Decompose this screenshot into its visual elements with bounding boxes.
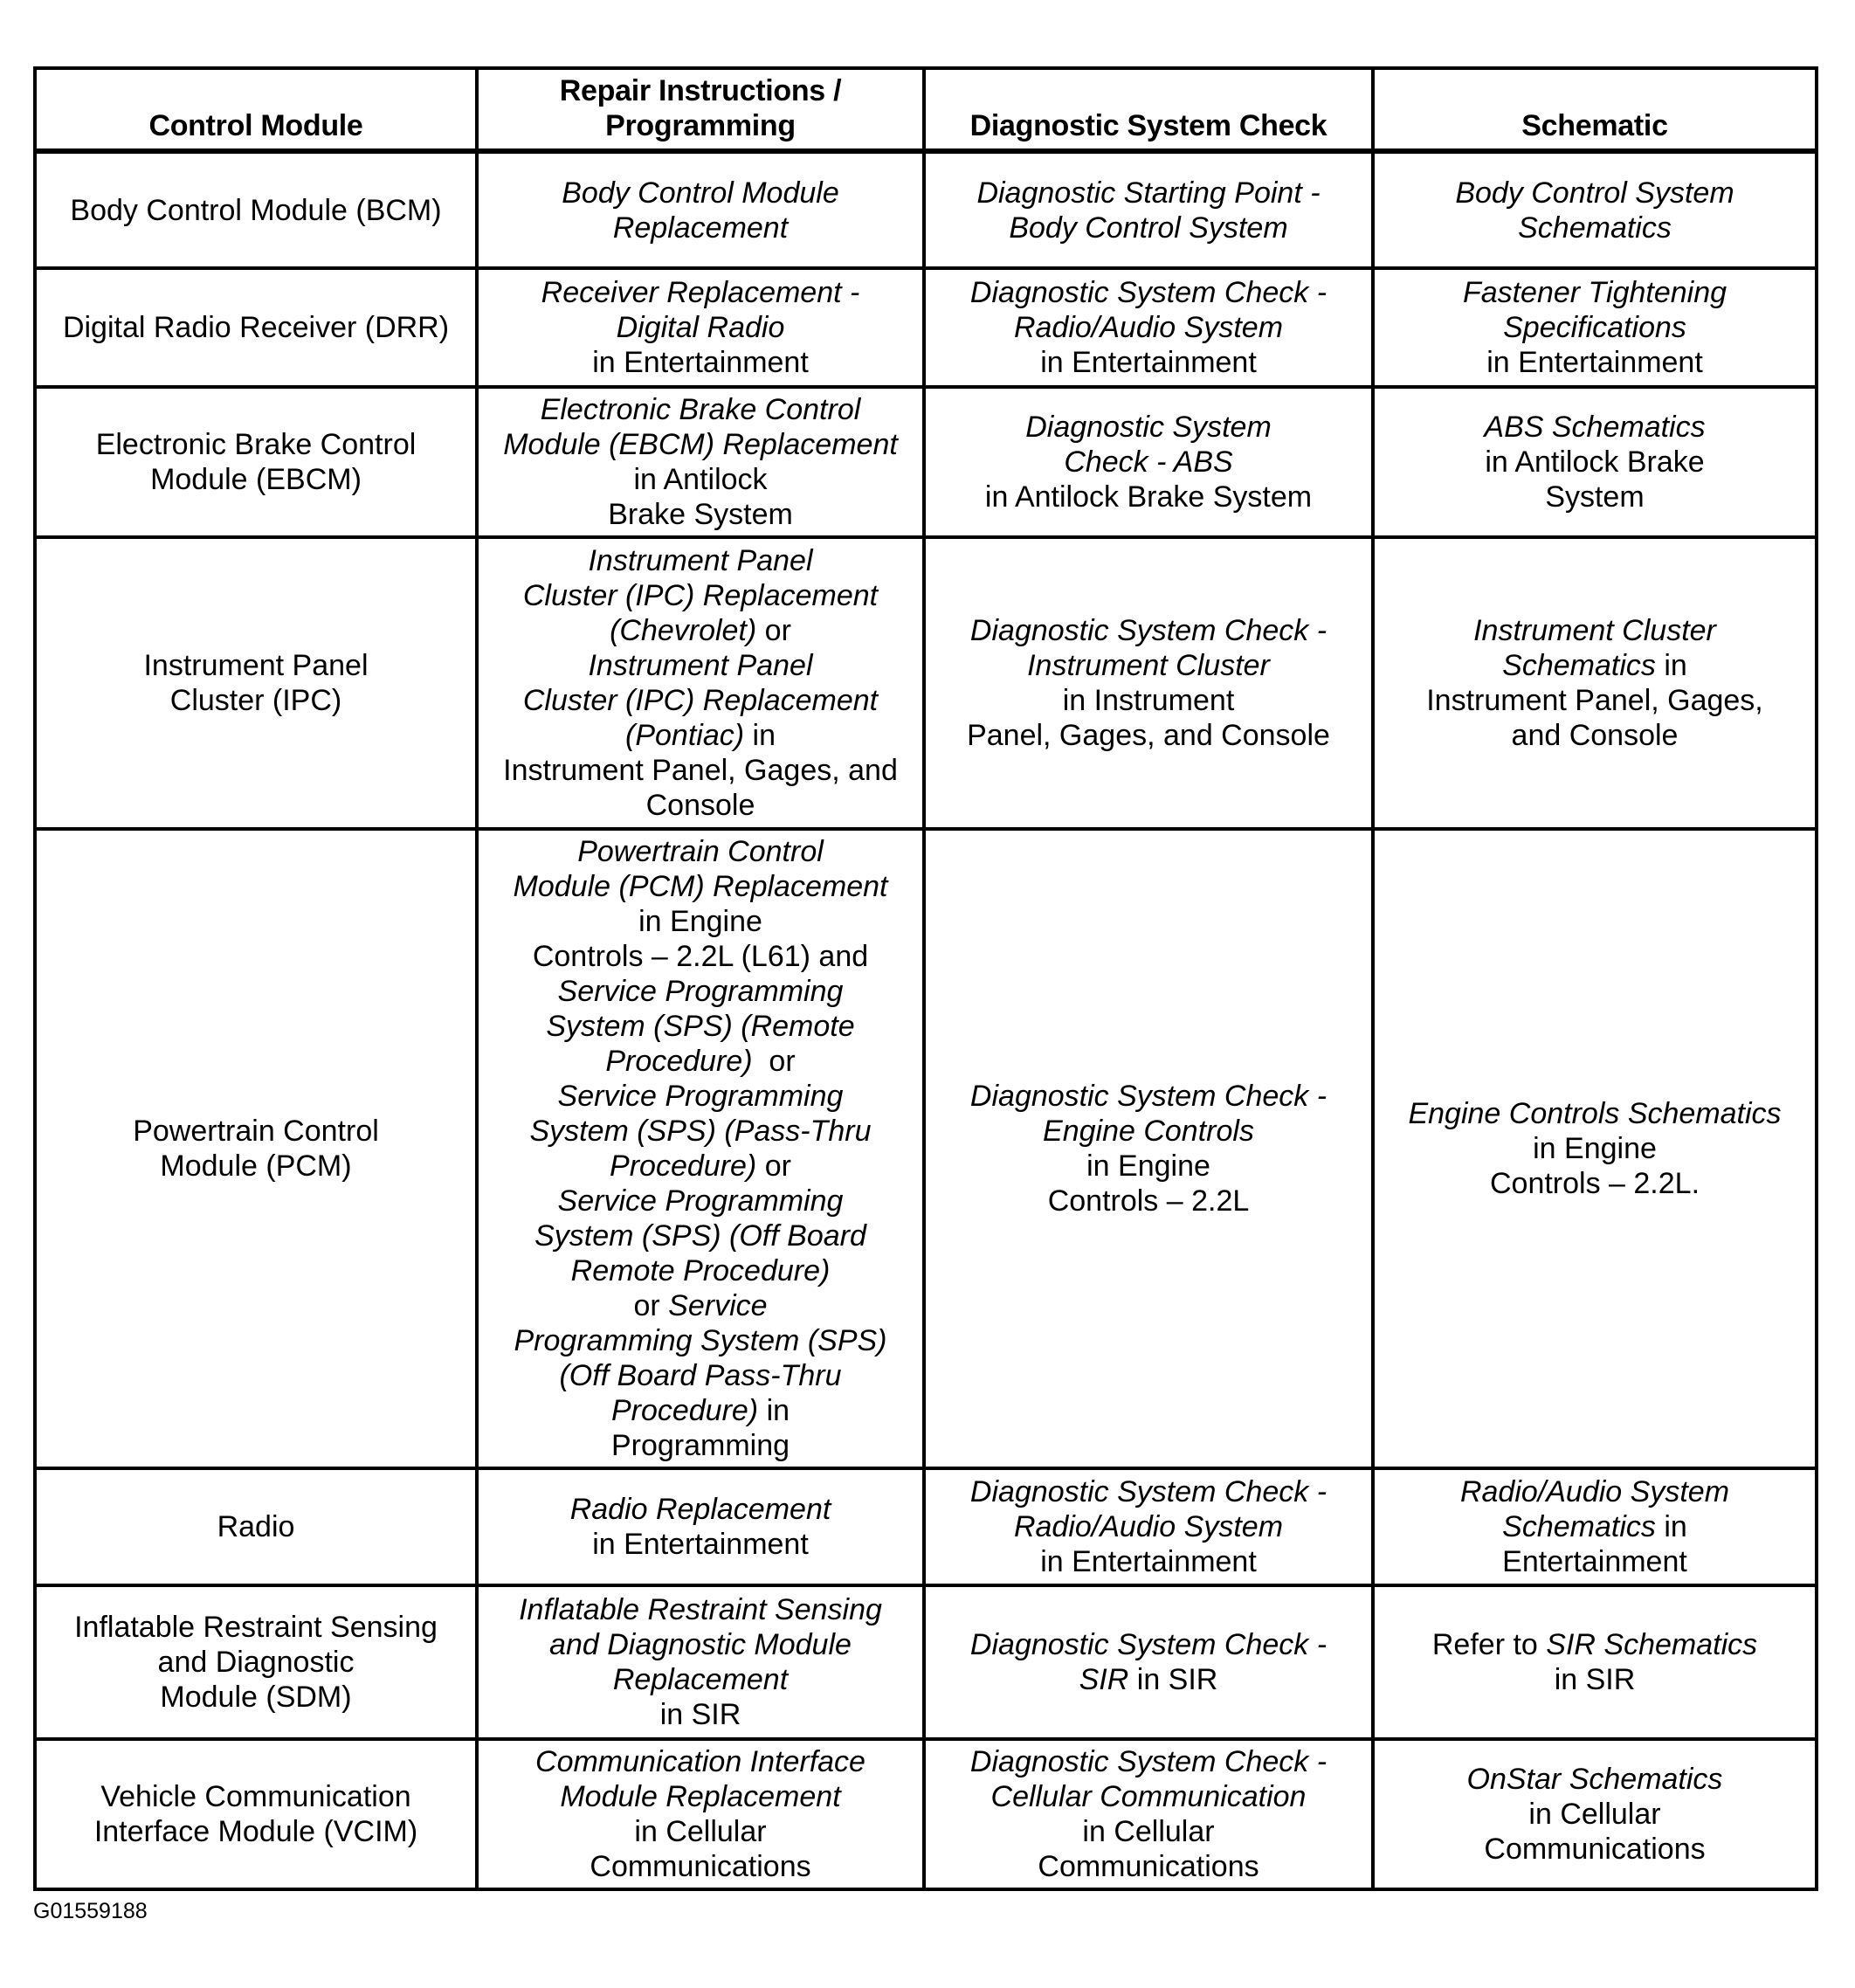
cell-diagnostic-check — [924, 1739, 1373, 1889]
cell-line — [934, 1509, 1362, 1544]
cell-control-module — [35, 1739, 477, 1889]
cell-line — [487, 310, 914, 345]
cell-line — [1383, 1797, 1806, 1832]
italic-reference-text: Procedure) — [605, 1045, 753, 1078]
cell-schematic — [1373, 1739, 1817, 1889]
plain-text: in Instrument — [1062, 684, 1235, 717]
plain-text: Controls – 2.2L. — [1489, 1167, 1700, 1200]
cell-line — [487, 578, 914, 613]
italic-reference-text: Diagnostic System Check - — [969, 1628, 1327, 1661]
italic-reference-text: Procedure) — [610, 1394, 759, 1427]
cell-line — [487, 1114, 914, 1149]
cell-diagnostic-check — [924, 1468, 1373, 1585]
italic-reference-text: SIR Schematics — [1546, 1628, 1758, 1661]
italic-reference-text: Replacement — [612, 1663, 789, 1696]
cell-line — [934, 1184, 1362, 1218]
cell-schematic — [1373, 1585, 1817, 1739]
cell-schematic — [1373, 151, 1817, 268]
plain-text: in Cellular — [634, 1815, 767, 1848]
cell-line — [934, 1662, 1362, 1697]
plain-text: in — [758, 1394, 790, 1427]
cell-line: Body Control Module (BCM) — [70, 193, 442, 227]
plain-text: Communications — [1038, 1850, 1259, 1883]
italic-reference-text: Schematics — [1502, 649, 1656, 682]
italic-reference-text: Engine Controls Schematics — [1408, 1097, 1782, 1130]
cell-line — [487, 176, 914, 211]
italic-reference-text: (Chevrolet) — [610, 614, 757, 647]
plain-text: in Entertainment — [1486, 346, 1703, 379]
cell-line — [487, 1149, 914, 1184]
italic-reference-text: Cluster (IPC) Replacement — [522, 684, 879, 717]
plain-text: in Engine — [1086, 1149, 1210, 1183]
plain-text: in — [1655, 649, 1687, 682]
italic-reference-text: Service Programming — [557, 1080, 844, 1113]
cell-line — [934, 480, 1362, 514]
plain-text: Communications — [1484, 1833, 1706, 1866]
italic-reference-text: Cellular Communication — [990, 1780, 1307, 1813]
italic-reference-text: Instrument Cluster — [1027, 649, 1270, 682]
cell-line — [934, 648, 1362, 683]
cell-line — [487, 1393, 914, 1428]
cell-line — [1383, 310, 1806, 345]
control-module-table — [33, 66, 1818, 1891]
cell-line — [1383, 1627, 1806, 1662]
italic-reference-text: Powertrain Control — [577, 835, 824, 868]
italic-reference-text: Schematics — [1518, 211, 1672, 245]
plain-text: or — [752, 1045, 796, 1078]
italic-reference-text: Programming System (SPS) — [514, 1324, 887, 1357]
plain-text: Console — [645, 789, 755, 822]
cell-line — [487, 1492, 914, 1527]
cell-control-module — [35, 829, 477, 1468]
italic-reference-text: Instrument Cluster — [1473, 614, 1716, 647]
cell-repair-instructions — [477, 268, 924, 387]
plain-text: in — [1655, 1510, 1687, 1543]
plain-text: Brake System — [608, 498, 793, 531]
cell-line — [934, 1474, 1362, 1509]
cell-line — [934, 1744, 1362, 1779]
cell-line: Instrument Panel — [143, 649, 369, 682]
italic-reference-text: Cluster (IPC) Replacement — [522, 579, 879, 612]
italic-reference-text: Electronic Brake Control — [540, 393, 861, 426]
cell-line — [487, 613, 914, 648]
plain-text: or — [756, 1149, 791, 1183]
cell-line — [934, 1544, 1362, 1579]
plain-text: in Antilock — [633, 463, 768, 496]
cell-line — [487, 1527, 914, 1562]
cell-line — [487, 1744, 914, 1779]
table-row — [35, 1585, 1817, 1739]
cell-line — [934, 1814, 1362, 1849]
cell-line — [934, 683, 1362, 718]
cell-line — [487, 753, 914, 788]
italic-reference-text: Remote Procedure) — [570, 1254, 831, 1287]
cell-line — [934, 1079, 1362, 1114]
italic-reference-text: Radio Replacement — [569, 1493, 831, 1526]
italic-reference-text: Radio/Audio System — [1013, 1510, 1284, 1543]
italic-reference-text: Service — [668, 1289, 768, 1322]
plain-text: in Engine — [638, 905, 762, 938]
cell-line: Module (PCM) — [160, 1149, 352, 1183]
cell-line — [934, 1114, 1362, 1149]
italic-reference-text: Body Control System — [1455, 176, 1734, 210]
italic-reference-text: and Diagnostic Module — [549, 1628, 852, 1661]
header-schematic: Schematic — [1373, 68, 1817, 151]
cell-line — [487, 1218, 914, 1253]
plain-text: in Entertainment — [592, 1528, 809, 1561]
cell-line — [934, 345, 1362, 380]
cell-line — [487, 1288, 914, 1323]
cell-line — [487, 1849, 914, 1884]
cell-line — [1383, 1832, 1806, 1867]
plain-text: Controls – 2.2L (L61) and — [532, 940, 869, 973]
cell-line: Inflatable Restraint Sensing — [74, 1611, 438, 1644]
cell-schematic — [1373, 537, 1817, 829]
italic-reference-text: Diagnostic System — [1025, 411, 1272, 444]
cell-control-module — [35, 268, 477, 387]
cell-line — [487, 718, 914, 753]
cell-line — [934, 1149, 1362, 1184]
cell-line — [934, 445, 1362, 480]
italic-reference-text: Diagnostic System Check - — [969, 276, 1327, 309]
italic-reference-text: Diagnostic System Check - — [969, 614, 1327, 647]
plain-text: in SIR — [1554, 1663, 1636, 1696]
cell-line — [1383, 1131, 1806, 1166]
cell-line: Cluster (IPC) — [169, 684, 342, 717]
cell-line — [1383, 1166, 1806, 1201]
cell-line — [934, 310, 1362, 345]
cell-line — [487, 1184, 914, 1218]
cell-line — [1383, 1762, 1806, 1797]
cell-line — [1383, 613, 1806, 648]
cell-schematic — [1373, 268, 1817, 387]
cell-line — [934, 211, 1362, 245]
plain-text: Communications — [590, 1850, 811, 1883]
cell-line — [487, 1253, 914, 1288]
cell-line — [934, 275, 1362, 310]
italic-reference-text: Module (PCM) Replacement — [513, 870, 888, 903]
cell-line — [1383, 1474, 1806, 1509]
table-row — [35, 1468, 1817, 1585]
plain-text: Entertainment — [1502, 1545, 1687, 1578]
cell-line — [487, 275, 914, 310]
italic-reference-text: Replacement — [612, 211, 789, 245]
table-row — [35, 537, 1817, 829]
italic-reference-text: System (SPS) (Remote — [546, 1010, 855, 1043]
cell-line — [487, 1079, 914, 1114]
cell-line — [487, 543, 914, 578]
italic-reference-text: Diagnostic System Check - — [969, 1080, 1327, 1113]
cell-line — [487, 1814, 914, 1849]
plain-text: Instrument Panel, Gages, and — [503, 754, 898, 787]
cell-line — [487, 1662, 914, 1697]
cell-diagnostic-check — [924, 1585, 1373, 1739]
plain-text: Panel, Gages, and Console — [967, 719, 1330, 752]
italic-reference-text: Receiver Replacement - — [541, 276, 860, 309]
italic-reference-text: Module Replacement — [560, 1780, 841, 1813]
cell-line — [934, 1779, 1362, 1814]
cell-line — [487, 939, 914, 974]
plain-text: or — [756, 614, 791, 647]
plain-text: and Console — [1511, 719, 1679, 752]
italic-reference-text: Digital Radio — [616, 311, 785, 344]
italic-reference-text: (Off Board Pass-Thru — [559, 1359, 842, 1392]
italic-reference-text: System (SPS) (Off Board — [534, 1219, 866, 1253]
cell-diagnostic-check — [924, 268, 1373, 387]
cell-line — [1383, 410, 1806, 445]
italic-reference-text: Body Control Module — [562, 176, 839, 210]
italic-reference-text: Inflatable Restraint Sensing — [519, 1593, 882, 1626]
plain-text: in SIR — [659, 1698, 741, 1731]
cell-line — [487, 974, 914, 1009]
cell-line — [487, 211, 914, 245]
italic-reference-text: Diagnostic System Check - — [969, 1475, 1327, 1508]
cell-line — [1383, 648, 1806, 683]
cell-line — [487, 648, 914, 683]
cell-line — [487, 392, 914, 427]
table-header-row — [35, 68, 1817, 151]
cell-line — [487, 904, 914, 939]
table-row — [35, 829, 1817, 1468]
cell-control-module — [35, 537, 477, 829]
italic-reference-text: Check - ABS — [1064, 445, 1233, 479]
plain-text: or — [633, 1289, 669, 1322]
italic-reference-text: Diagnostic System Check - — [969, 1745, 1327, 1778]
cell-line: Electronic Brake Control — [95, 428, 417, 461]
cell-diagnostic-check — [924, 829, 1373, 1468]
cell-line: Module (EBCM) — [150, 463, 362, 496]
cell-line — [487, 1592, 914, 1627]
italic-reference-text: Module (EBCM) Replacement — [503, 428, 898, 461]
italic-reference-text: Service Programming — [557, 975, 844, 1008]
header-repair-instructions — [477, 68, 924, 151]
plain-text: in Cellular — [1528, 1798, 1661, 1831]
cell-repair-instructions — [477, 151, 924, 268]
cell-line: Powertrain Control — [133, 1115, 379, 1148]
plain-text: in Entertainment — [1040, 1545, 1257, 1578]
italic-reference-text: Communication Interface — [535, 1745, 865, 1778]
cell-line: Digital Radio Receiver (DRR) — [62, 311, 450, 344]
cell-schematic — [1373, 387, 1817, 537]
plain-text: in Antilock Brake System — [984, 480, 1313, 514]
cell-line — [487, 345, 914, 380]
italic-reference-text: Instrument Panel — [588, 649, 813, 682]
cell-line — [487, 1627, 914, 1662]
cell-line — [934, 410, 1362, 445]
cell-line — [487, 1044, 914, 1079]
cell-line: Radio — [217, 1510, 295, 1543]
cell-line — [934, 1849, 1362, 1884]
plain-text: Refer to — [1431, 1628, 1547, 1661]
cell-line — [1383, 480, 1806, 514]
table-row — [35, 387, 1817, 537]
cell-line — [487, 427, 914, 462]
cell-line — [487, 1323, 914, 1358]
italic-reference-text: Radio/Audio System — [1459, 1475, 1730, 1508]
italic-reference-text: Fastener Tightening — [1462, 276, 1727, 309]
plain-text: in SIR — [1128, 1663, 1218, 1696]
cell-line — [1383, 718, 1806, 753]
cell-line: Module (SDM) — [160, 1681, 352, 1714]
cell-line — [1383, 1509, 1806, 1544]
plain-text: Programming — [610, 1429, 790, 1462]
cell-control-module — [35, 1585, 477, 1739]
cell-line — [934, 176, 1362, 211]
plain-text: in Antilock Brake — [1485, 445, 1705, 479]
cell-line — [1383, 275, 1806, 310]
plain-text: in Cellular — [1082, 1815, 1215, 1848]
italic-reference-text: Schematics — [1502, 1510, 1656, 1543]
cell-repair-instructions — [477, 1739, 924, 1889]
plain-text: Instrument Panel, Gages, — [1426, 684, 1763, 717]
cell-line — [487, 788, 914, 823]
italic-reference-text: Instrument Panel — [588, 544, 813, 577]
cell-repair-instructions — [477, 1468, 924, 1585]
cell-line — [487, 1428, 914, 1463]
cell-line — [1383, 445, 1806, 480]
cell-line: and Diagnostic — [157, 1646, 355, 1679]
plain-text: in Entertainment — [592, 346, 809, 379]
cell-line — [1383, 345, 1806, 380]
cell-schematic — [1373, 829, 1817, 1468]
cell-line — [1383, 176, 1806, 211]
cell-line — [1383, 1662, 1806, 1697]
cell-line — [487, 1779, 914, 1814]
cell-diagnostic-check — [924, 537, 1373, 829]
italic-reference-text: Procedure) — [610, 1149, 757, 1183]
cell-repair-instructions — [477, 387, 924, 537]
italic-reference-text: System (SPS) (Pass-Thru — [529, 1115, 872, 1148]
cell-control-module — [35, 1468, 477, 1585]
cell-line — [1383, 683, 1806, 718]
table-row — [35, 268, 1817, 387]
table-row — [35, 1739, 1817, 1889]
plain-text: Controls – 2.2L — [1047, 1184, 1250, 1218]
cell-line — [487, 462, 914, 497]
cell-repair-instructions — [477, 1585, 924, 1739]
plain-text: System — [1545, 480, 1645, 514]
cell-line — [487, 683, 914, 718]
cell-repair-instructions — [477, 829, 924, 1468]
cell-line — [487, 497, 914, 532]
header-control-module: Control Module — [35, 68, 477, 151]
italic-reference-text: Engine Controls — [1043, 1115, 1254, 1148]
table-row — [35, 151, 1817, 268]
cell-line — [1383, 1544, 1806, 1579]
italic-reference-text: OnStar Schematics — [1466, 1763, 1723, 1796]
italic-reference-text: SIR — [1079, 1663, 1129, 1696]
cell-repair-instructions — [477, 537, 924, 829]
cell-line: Interface Module (VCIM) — [93, 1815, 418, 1848]
italic-reference-text: (Pontiac) — [625, 719, 745, 752]
cell-line — [934, 613, 1362, 648]
cell-control-module — [35, 387, 477, 537]
cell-line — [487, 1009, 914, 1044]
cell-line — [1383, 211, 1806, 245]
cell-line — [487, 1697, 914, 1732]
cell-control-module — [35, 151, 477, 268]
cell-diagnostic-check — [924, 387, 1373, 537]
cell-line: Vehicle Communication — [100, 1780, 411, 1813]
cell-line — [487, 869, 914, 904]
cell-line — [487, 834, 914, 869]
plain-text: in Engine — [1533, 1132, 1657, 1165]
header-diagnostic-system-check: Diagnostic System Check — [924, 68, 1373, 151]
cell-schematic — [1373, 1468, 1817, 1585]
italic-reference-text: Body Control System — [1009, 211, 1288, 245]
cell-line — [934, 718, 1362, 753]
italic-reference-text: Service Programming — [557, 1184, 844, 1218]
cell-line — [934, 1627, 1362, 1662]
plain-text: in Entertainment — [1040, 346, 1257, 379]
italic-reference-text: Diagnostic Starting Point - — [976, 176, 1321, 210]
header-repair-line-1: Repair Instructions / Programming — [559, 74, 842, 142]
cell-line — [1383, 1096, 1806, 1131]
plain-text: in — [744, 719, 776, 752]
cell-line — [487, 1358, 914, 1393]
figure-id: G01559188 — [33, 1899, 148, 1923]
italic-reference-text: Specifications — [1503, 311, 1686, 344]
italic-reference-text: Radio/Audio System — [1013, 311, 1284, 344]
cell-diagnostic-check — [924, 151, 1373, 268]
italic-reference-text: ABS Schematics — [1484, 411, 1706, 444]
